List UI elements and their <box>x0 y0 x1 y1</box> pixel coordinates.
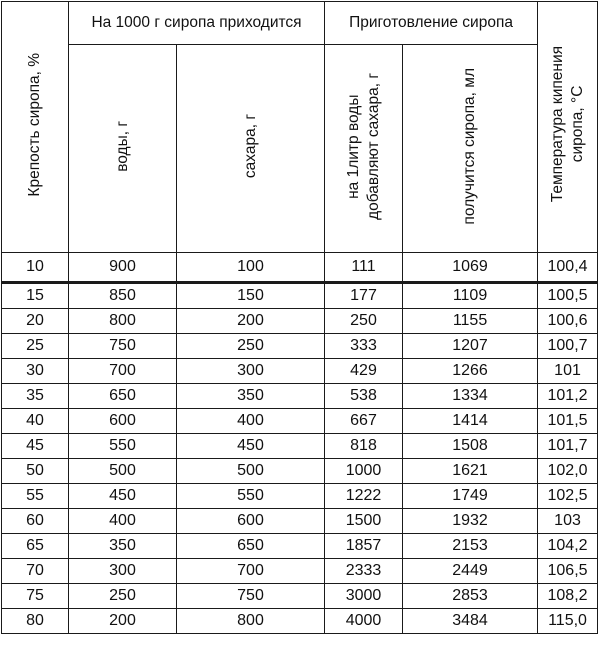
cell-sugar-per-liter: 429 <box>325 359 403 384</box>
cell-sugar-per-liter: 2333 <box>325 559 403 584</box>
cell-sugar-per-liter: 1500 <box>325 509 403 534</box>
header-sugar <box>177 45 325 253</box>
cell-boiling-temp: 106,5 <box>538 559 598 584</box>
cell-water: 850 <box>69 283 177 309</box>
cell-boiling-temp: 100,6 <box>538 309 598 334</box>
cell-boiling-temp: 101,2 <box>538 384 598 409</box>
cell-strength: 45 <box>2 434 69 459</box>
cell-strength: 50 <box>2 459 69 484</box>
cell-boiling-temp: 101,5 <box>538 409 598 434</box>
cell-syrup-yield: 1155 <box>403 309 538 334</box>
cell-syrup-yield: 2153 <box>403 534 538 559</box>
cell-syrup-yield: 1069 <box>403 253 538 283</box>
cell-sugar-per-liter: 4000 <box>325 609 403 634</box>
cell-water: 800 <box>69 309 177 334</box>
header-boiling-temp-label <box>548 46 588 202</box>
cell-sugar-per-liter: 667 <box>325 409 403 434</box>
table-row <box>2 484 598 509</box>
cell-syrup-yield: 1414 <box>403 409 538 434</box>
cell-sugar-per-liter: 1222 <box>325 484 403 509</box>
table-row <box>2 253 598 283</box>
table-row <box>2 409 598 434</box>
cell-sugar: 500 <box>177 459 325 484</box>
cell-water: 750 <box>69 334 177 359</box>
header-syrup-yield-label: получится сиропа, мл <box>461 67 479 225</box>
header-sugar-per-liter-line1: на 1литр воды <box>344 93 362 199</box>
table-row <box>2 559 598 584</box>
cell-sugar-per-liter: 333 <box>325 334 403 359</box>
table-row <box>2 384 598 409</box>
cell-water: 300 <box>69 559 177 584</box>
cell-syrup-yield: 1109 <box>403 283 538 309</box>
cell-water: 200 <box>69 609 177 634</box>
cell-sugar: 100 <box>177 253 325 283</box>
cell-syrup-yield: 1266 <box>403 359 538 384</box>
cell-sugar-per-liter: 111 <box>325 253 403 283</box>
cell-syrup-yield: 2449 <box>403 559 538 584</box>
cell-boiling-temp: 100,7 <box>538 334 598 359</box>
header-water-label: воды, г <box>113 120 131 172</box>
cell-boiling-temp: 102,5 <box>538 484 598 509</box>
header-syrup-yield <box>403 45 538 253</box>
syrup-table <box>1 1 598 634</box>
cell-syrup-yield: 1621 <box>403 459 538 484</box>
cell-sugar: 700 <box>177 559 325 584</box>
cell-sugar-per-liter: 818 <box>325 434 403 459</box>
cell-boiling-temp: 101,7 <box>538 434 598 459</box>
cell-sugar: 400 <box>177 409 325 434</box>
table-row <box>2 334 598 359</box>
header-sugar-per-liter-line2: добавляют сахара, г <box>364 72 382 220</box>
cell-boiling-temp: 103 <box>538 509 598 534</box>
cell-strength: 65 <box>2 534 69 559</box>
cell-strength: 80 <box>2 609 69 634</box>
cell-sugar: 650 <box>177 534 325 559</box>
cell-water: 650 <box>69 384 177 409</box>
cell-strength: 70 <box>2 559 69 584</box>
header-strength <box>2 2 69 253</box>
cell-sugar-per-liter: 177 <box>325 283 403 309</box>
cell-sugar-per-liter: 3000 <box>325 584 403 609</box>
cell-syrup-yield: 1749 <box>403 484 538 509</box>
table-row <box>2 309 598 334</box>
cell-strength: 30 <box>2 359 69 384</box>
cell-strength: 55 <box>2 484 69 509</box>
table-row <box>2 584 598 609</box>
cell-sugar: 550 <box>177 484 325 509</box>
table-row <box>2 434 598 459</box>
cell-sugar-per-liter: 1857 <box>325 534 403 559</box>
cell-sugar-per-liter: 1000 <box>325 459 403 484</box>
header-water <box>69 45 177 253</box>
cell-syrup-yield: 1207 <box>403 334 538 359</box>
header-sugar-per-liter <box>325 45 403 253</box>
cell-boiling-temp: 100,4 <box>538 253 598 283</box>
cell-water: 550 <box>69 434 177 459</box>
cell-sugar: 150 <box>177 283 325 309</box>
cell-syrup-yield: 3484 <box>403 609 538 634</box>
cell-sugar: 800 <box>177 609 325 634</box>
cell-sugar: 600 <box>177 509 325 534</box>
cell-sugar: 250 <box>177 334 325 359</box>
cell-syrup-yield: 1508 <box>403 434 538 459</box>
cell-strength: 35 <box>2 384 69 409</box>
header-boiling-line2: сиропа, °С <box>568 86 586 163</box>
cell-water: 900 <box>69 253 177 283</box>
table-row <box>2 359 598 384</box>
cell-sugar: 300 <box>177 359 325 384</box>
header-per-1000-group: На 1000 г сиропа приходится <box>69 2 325 45</box>
table-row <box>2 534 598 559</box>
cell-water: 250 <box>69 584 177 609</box>
cell-sugar-per-liter: 538 <box>325 384 403 409</box>
cell-boiling-temp: 115,0 <box>538 609 598 634</box>
cell-boiling-temp: 101 <box>538 359 598 384</box>
cell-syrup-yield: 1334 <box>403 384 538 409</box>
header-boiling-line1: Температура кипения <box>548 46 566 203</box>
cell-water: 450 <box>69 484 177 509</box>
table-header <box>2 2 598 253</box>
table-row <box>2 283 598 309</box>
cell-boiling-temp: 100,5 <box>538 283 598 309</box>
cell-water: 500 <box>69 459 177 484</box>
cell-boiling-temp: 104,2 <box>538 534 598 559</box>
cell-strength: 25 <box>2 334 69 359</box>
table-body <box>2 253 598 634</box>
cell-strength: 10 <box>2 253 69 283</box>
cell-syrup-yield: 2853 <box>403 584 538 609</box>
cell-water: 400 <box>69 509 177 534</box>
cell-water: 600 <box>69 409 177 434</box>
header-sugar-per-liter-label <box>344 73 384 220</box>
header-boiling-temp <box>538 2 598 253</box>
cell-sugar: 200 <box>177 309 325 334</box>
cell-water: 350 <box>69 534 177 559</box>
cell-sugar: 350 <box>177 384 325 409</box>
cell-sugar: 450 <box>177 434 325 459</box>
cell-strength: 60 <box>2 509 69 534</box>
table-row <box>2 609 598 634</box>
cell-strength: 40 <box>2 409 69 434</box>
header-preparation-group: Приготовление сиропа <box>325 2 538 45</box>
cell-boiling-temp: 102,0 <box>538 459 598 484</box>
cell-strength: 20 <box>2 309 69 334</box>
cell-strength: 75 <box>2 584 69 609</box>
cell-syrup-yield: 1932 <box>403 509 538 534</box>
cell-boiling-temp: 108,2 <box>538 584 598 609</box>
table-row <box>2 509 598 534</box>
header-strength-label: Крепость сиропа, % <box>26 52 43 197</box>
cell-strength: 15 <box>2 283 69 309</box>
header-sugar-label: сахара, г <box>241 113 259 179</box>
cell-sugar: 750 <box>177 584 325 609</box>
table-row <box>2 459 598 484</box>
cell-sugar-per-liter: 250 <box>325 309 403 334</box>
cell-water: 700 <box>69 359 177 384</box>
